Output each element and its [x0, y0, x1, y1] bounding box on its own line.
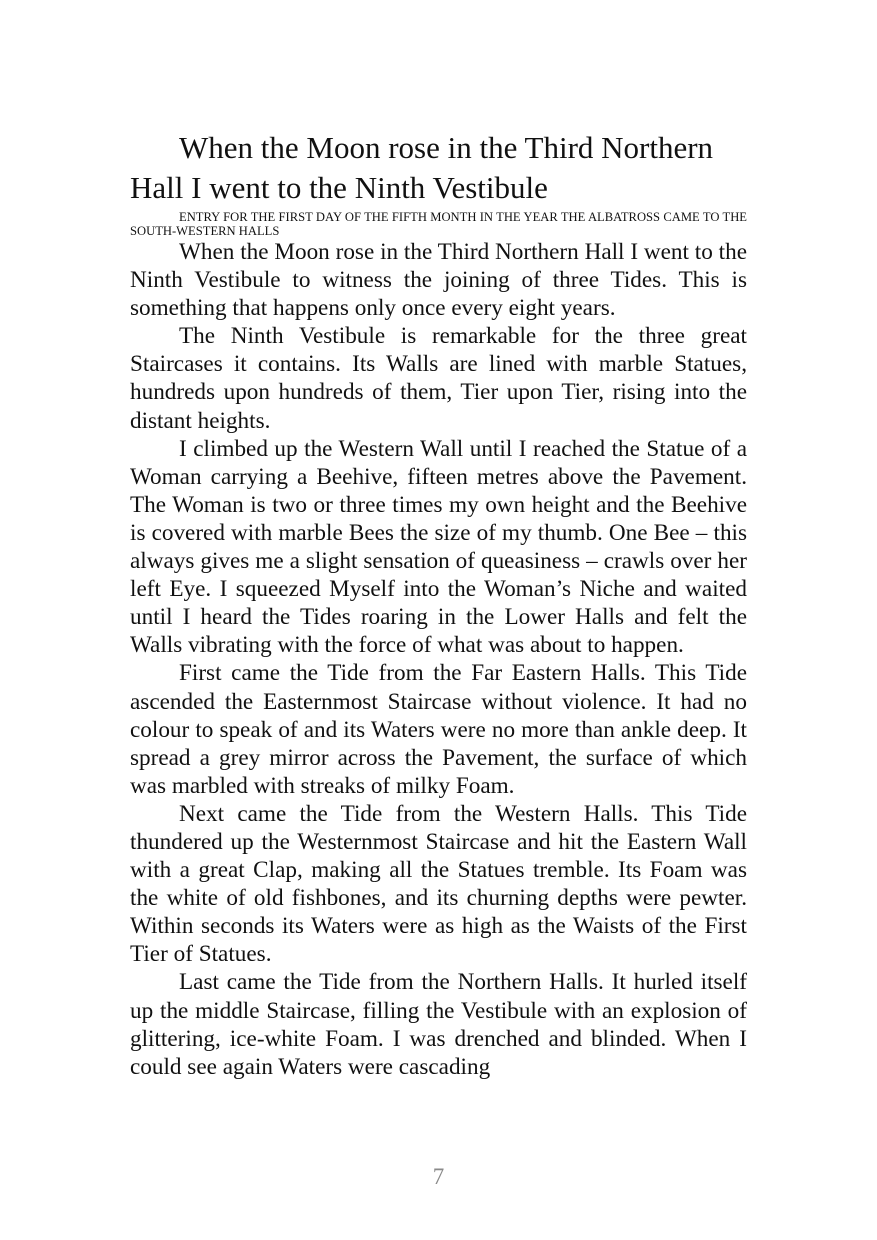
page-body: [130, 128, 747, 1081]
body-paragraph-1: When the Moon rose in the Third Northern Hall I went to the Ninth Vestibule to witness the joining of three Tides. This is something that happens only once every eight years.: [130, 239, 747, 322]
body-paragraph-5: Next came the Tide from the Western Halls. This Tide thundered up the Westernmost Staircase and hit the Eastern Wall with a great Clap, making all the Statues tremble. Its Foam was the white of old fishbones, and its churning depths were pewter. Within seconds its Waters were as high as the Waists of the First Tier of Statues.: [130, 800, 747, 968]
journal-entry-line: ENTRY FOR THE FIRST DAY OF THE FIFTH MONTH IN THE YEAR THE ALBATROSS CAME TO THE SOUTH-WESTERN HALLS: [130, 210, 747, 238]
page-number: 7: [432, 1164, 445, 1189]
body-paragraph-6: Last came the Tide from the Northern Halls. It hurled itself up the middle Staircase, filling the Vestibule with an explosion of glittering, ice-white Foam. I was drenched and blinded. When I could see again Waters were cascading: [130, 969, 747, 1080]
body-paragraph-4: First came the Tide from the Far Eastern Halls. This Tide ascended the Easternmost Staircase without violence. It had no colour to speak of and its Waters were no more than ankle deep. It spread a grey mirror across the Pavement, the surface of which was marbled with streaks of milky Foam.: [130, 660, 747, 799]
chapter-heading: When the Moon rose in the Third Northern Hall I went to the Ninth Vestibule: [130, 130, 714, 205]
body-paragraph-2: The Ninth Vestibule is remarkable for the three great Staircases it contains. Its Walls are lined with marble Statues, hundreds upon hundreds of them, Tier upon Tier, rising into the distant heights.: [130, 323, 747, 434]
body-paragraph-3: I climbed up the Western Wall until I reached the Statue of a Woman carrying a Beehive, fifteen metres above the Pavement. The Woman is two or three times my own height and the Beehive is covered with marble Bees the size of my thumb. One Bee – this always gives me a slight sensation of queasiness – crawls over her left Eye. I squeezed Myself into the Woman’s Niche and waited until I heard the Tides roaring in the Lower Halls and felt the Walls vibrating with the force of what was about to happen.: [130, 435, 747, 659]
